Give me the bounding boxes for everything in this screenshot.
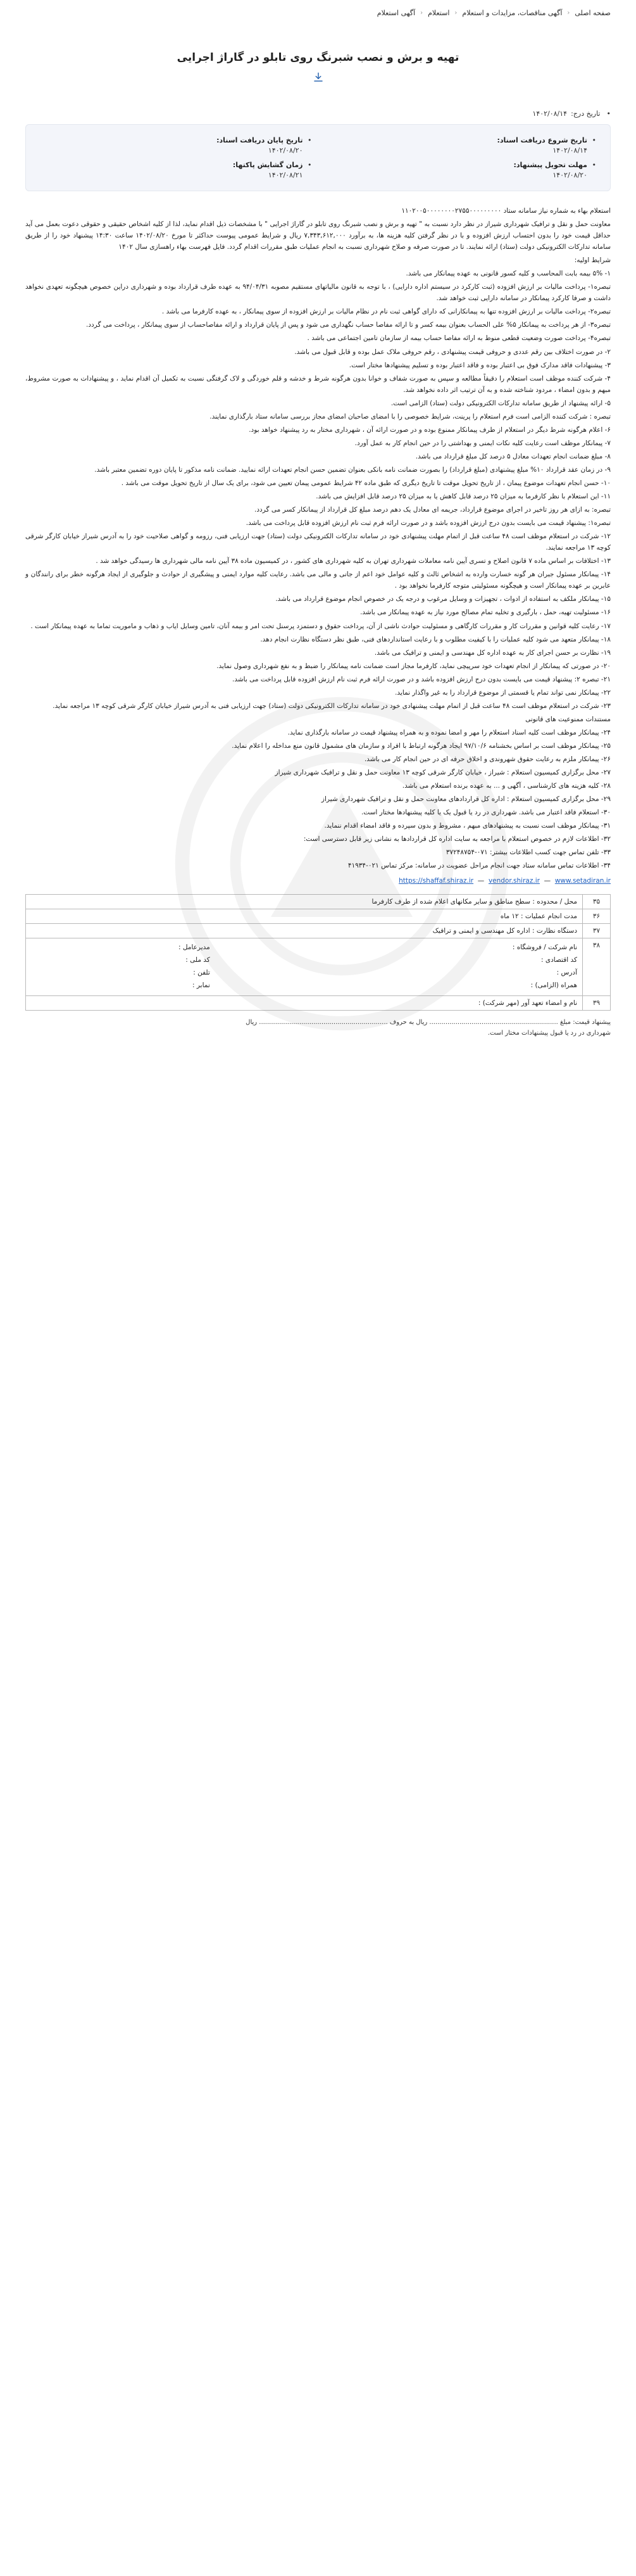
receive-start-value: ۱۴۰۲/۰۸/۱۴ [552,146,587,155]
link-shaffaf[interactable]: https://shaffaf.shiraz.ir [399,877,474,885]
signature-label: نام و امضاء تعهد آور (مهر شرکت) : [478,999,577,1007]
notice-paragraph: ۳- پیشنهادات فاقد مدارک فوق بی اعتبار بوده و فاقد اعتبار بوده و تسلیم پیشنهادها مختار است. [349,361,611,369]
receive-start-label: تاریخ شروع دریافت اسناد: [497,136,587,144]
breadcrumb-inquiries[interactable]: استعلام [428,9,450,17]
notice-paragraph: استعلام بهاء به شماره نیاز سامانه ستاد ۱۱۰۲۰۰۵۰۰۰۰۰۰۰۰۲۷۵۵۰۰۰۰۰۰۰۰۰ [401,207,611,215]
notice-paragraph: ۱۷- رعایت کلیه قوانین و مقررات کار و مقررات کارگاهی و مسئولیت حوادث ناشی از آن، پرداخت حقوق و دستمزد پرسنل تحت امر و بیمه آنان، تامین وسایل ایاب و ذهاب و ماموریت تماما به عهده پیمانکار است . [30,622,611,630]
links-line: https://shaffaf.shiraz.ir — vendor.shiraz.ir — www.setadiran.ir [399,877,611,885]
table-cell [26,909,583,924]
notice-paragraph: ۲۲- پیمانکار نمی تواند تمام یا قسمتی از موضوع قرارداد را به غیر واگذار نماید. [395,688,611,697]
insert-date [25,110,611,118]
link-vendor[interactable]: vendor.shiraz.ir [488,877,540,885]
table-row [26,996,611,1011]
chevron-left-icon: ‹ [454,9,458,16]
links-block [25,875,611,887]
deadline [325,161,597,179]
notice-paragraph: ۱۶- مسئولیت تهیه، حمل ، بارگیری و تخلیه تمام مصالح مورد نیاز به عهده پیمانکار می باشد. [360,609,611,617]
row-value: ۱۲ ماه [500,912,519,921]
table-cell [26,895,583,909]
notice-paragraph: تبصره : شرکت کننده الزامی است فرم استعلام را پرینت، شرایط خصوصی را با امضای صاحبان امضای مجاز بررسی سامانه ستاد بارگذاری نمایند. [209,412,611,420]
receive-end [40,136,312,155]
deadline-label: مهلت تحویل پیشنهاد: [513,161,587,169]
economic-code-label: کد اقتصادی : [540,956,577,964]
opening-label: زمان گشایش پاکتها: [232,161,303,169]
notice-paragraph: تبصره۴- پرداخت صورت وضعیت قطعی منوط به ارائه مفاصا حساب بیمه از سازمان تامین اجتماعی می باشد . [307,334,611,343]
breadcrumb-current: آگهی استعلام [377,9,416,17]
row-number: ۳۵ [583,895,611,909]
row-label: مدت انجام عملیات : [521,912,577,921]
table-row [26,909,611,924]
notice-paragraph: ۱۱- این استعلام با نظر کارفرما به میزان ۲۵ درصد قابل کاهش یا به میزان ۲۵ درصد قابل افزایش می باشد. [316,493,611,501]
contact-table [31,942,577,992]
notice-paragraph: ۳۲- اطلاعات لازم در خصوص استعلام با مراجعه به سایت اداره کل قراردادها به نشانی زیر قابل دسترسی است: [303,835,611,843]
fax-label: نمابر : [192,982,210,990]
table-row [26,895,611,909]
content-wrapper [25,205,611,887]
notice-paragraph: ۱۵- پیمانکار ملکف به استفاده از ادوات ، تجهیزات و وسایل مرغوب و درجه یک در خصوص انجام موضوع قرارداد می باشد. [275,595,611,603]
bullet-icon: • [592,136,596,144]
notice-paragraph: ۴- شرکت کننده موظف است استعلام را دقیقاً مطالعه و سپس به صورت شفاف و خوانا بدون هرگونه شرط و خدشه و قلم خوردگی و لاک گرفتگی نسبت به تکمیل آن اقدام نماید ، و پیشنهادات به صورت مشروط، مبهم و بدون امضاء ، مردود شناخته شده و به آن ترتیب اثر داده نخواهد شد. [25,374,611,394]
bullet-icon: • [592,161,596,169]
disclaimer-line: شهرداری در رد یا قبول پیشنهادات مختار است. [487,1030,611,1037]
notice-paragraph: ۲۳- شرکت در استعلام موظف است ۴۸ ساعت قبل از اتمام مهلت پیشنهادی خود در سامانه تدارکات الکترونیکی دولت (ستاد) جهت ارزیابی فنی به آدرس شیراز خیابان کارگر شرقی کوچه ۱۳ مراجعه نماید. [53,702,611,710]
notice-paragraph: ۲۵- پیمانکار موظف است بر اساس بخشنامه ۹۷/۱۰/۶ ایجاد هرگونه ارتباط با افراد و سازمان های مشمول قانون منع مداخله را اعلام نماید. [232,742,611,750]
breadcrumb-notices[interactable]: آگهی مناقصات، مزایدات و استعلام [462,9,563,17]
row-label: محل / محدوده : [532,898,577,906]
notice-paragraph: ۱۲- شرکت در استعلام موظف است ۴۸ ساعت قبل از اتمام مهلت پیشنهادی خود در سامانه تدارکات الکترونیکی دولت (ستاد) جهت ارزیابی فنی، رزومه و گواهی صلاحیت خود را به آدرس شیراز خیابان کارگر شرقی کوچه ۱۳ مراجعه نمایند. [25,533,611,552]
row-value: سطح مناطق و سایر مکانهای اعلام شده از طرف کارفرما [371,898,531,906]
company-name-label: نام شرکت / فروشگاه : [512,944,577,952]
notice-paragraph: تبصره۳- از هر پرداخت به پیمانکار ۵% علی الحساب بعنوان بیمه کسر و تا ارائه مفاصا حساب نگهداری می شود و پس از پایان قرارداد و ارائه مفاصاحساب از سوی پیمانکار ، پرداخت می گردد. [85,321,611,329]
inquiry-table [25,894,611,1011]
notice-paragraph: ۶- اعلام هرگونه شرط دیگر در استعلام از طرف پیمانکار ممنوع بوده و در صورت ارائه آن ، شهرداری مختار به رد پیشنهاد خواهد بود. [249,426,611,434]
page [0,0,636,1058]
notice-paragraph: ۱۳- اختلافات بر اساس ماده ۷ قانون اصلاح و تسری آیین نامه معاملات شهرداری تهران به کلیه شهرداری های کشور ، در کمیسیون ماده ۳۸ آیین نامه مالی شهرداری ها رسیدگی خواهد شد . [96,557,611,565]
notice-paragraph: تبصره۱: پیشنهاد قیمت می بایست بدون درج ارزش افزوده باشد و در صورت ارائه فرم ثبت نام ارزش افزوده قابل پرداخت می باشد. [246,519,611,527]
manager-label: مدیرعامل : [178,944,210,952]
notice-paragraph: تبصره: به ازای هر روز تاخیر در اجرای موضوع قرارداد، جریمه ای معادل یک دهم درصد مبلغ کل قرارداد از پیمانکار کسر می گردد. [254,506,611,514]
opening [40,161,312,179]
chevron-left-icon: ‹ [420,9,423,16]
notice-paragraph: ۱- ۵% بیمه بابت المحاسب و کلیه کسور قانونی به عهده پیمانکار می باشد. [406,270,611,278]
breadcrumb-home[interactable]: صفحه اصلی [575,9,611,17]
bullet-icon: • [308,161,312,169]
link-setadiran[interactable]: www.setadiran.ir [554,877,611,885]
notice-paragraph: ۲۷- محل برگزاری کمیسیون استعلام : شیراز ، خیابان کارگر شرقی کوچه ۱۳ معاونت حمل و نقل و ترافیک شهرداری شیراز [275,769,611,777]
row-number: ۳۶ [583,909,611,924]
national-code-label: کد ملی : [185,956,210,964]
notice-paragraph: ۳۰- استعلام فاقد اعتبار می باشد. شهرداری در رد یا قبول یک یا کلیه پیشنهادها مختار است. [361,809,611,817]
bullet-icon: • [606,110,611,118]
notice-paragraph: ۲۸- کلیه هزینه های کارشناسی ، آگهی و ... به عهده برنده استعلام می باشد. [402,782,611,790]
row-label: دستگاه نظارت : [532,927,577,935]
notice-paragraph: ۱۴- پیمانکار مسئول جبران هر گونه خسارت وارده به اشخاص ثالث و کلیه عوامل خود اعم از جانی و مالی می باشد. رعایت کلیه موارد ایمنی و پیشگیری از حوادث و جلوگیری از ایجاد هرگونه خطر برای رانندگان و عابرین بر عهده پیمانکار است و هیچگونه مسئولیتی متوجه کارفرما نخواهد بود . [25,571,611,590]
notice-paragraph: ۲- در صورت اختلاف بین رقم عددی و حروفی قیمت پیشنهادی ، رقم حروفی ملاک عمل بوده و قابل قبول می باشد. [294,348,611,356]
opening-value: ۱۴۰۲/۰۸/۲۱ [268,171,303,179]
info-box [25,124,611,191]
insert-date-value: ۱۴۰۲/۰۸/۱۴ [532,110,568,118]
breadcrumb [25,0,611,26]
notice-paragraph: تبصره۲- پرداخت مالیات بر ارزش افزوده تنها به پیمانکارانی که دارای گواهی ثبت نام در نظام مالیات بر ارزش افزوده از سوی پیمانکار ، به عهده کارفرما می باشد . [161,308,611,316]
notice-paragraph: شرایط اولیه: [574,256,611,265]
signature-cell [26,996,583,1011]
notice-paragraph: معاونت حمل و نقل و ترافیک شهرداری شیراز در نظر دارد نسبت به " تهیه و برش و نصب شبرنگ روی تابلو در گاراژ اجرایی " با مشخصات ذیل اقدام نماید، لذا از کلیه اشخاص حقیقی و حقوقی دعوت بعمل می آید حداقل قیمت خود را بدون احتساب ارزش افزوده و با در نظر گرفتن کلیه هزینه ها، به برآورد ۷,۳۴۳,۶۱۲,۰۰۰ ریال و شرایط عمومی پیوست حداکثر تا مورخ ۱۴۰۲/۰۸/۲۰ ساعت ۱۴:۳۰ پیشنهاد خود را از طریق سامانه تدارکات الکترونیکی دولت (ستاد) ارائه نمایند. تا در صورت صرفه و صلاح شهرداری نسبت به انجام عملیات طبق مقررات اقدام گردد. فایل فهرست بهاء راهسازی سال ۱۴۰۲ [25,220,611,251]
notice-paragraph: ۲۰- در صورتی که پیمانکار از انجام تعهدات خود سرپیچی نماید، کارفرما مجاز است ضمانت نامه پیمانکار را ضبط و به نفع شهرداری وصول نماید. [216,662,611,670]
row-number: ۳۹ [583,996,611,1011]
mobile-label: همراه (الزامی) : [530,982,577,990]
notice-paragraph: ۲۹- محل برگزاری کمیسیون استعلام : اداره کل قراردادهای معاونت حمل و نقل و ترافیک شهرداری شیراز [321,795,611,804]
footer-note [25,1017,611,1039]
table-row [26,938,611,996]
notice-paragraph: ۸- مبلغ ضمانت انجام تعهدات معادل ۵ درصد کل مبلغ قرارداد می باشد. [415,452,611,460]
phone-label: تلفن : [193,969,210,977]
notice-paragraph: مستندات ممنوعیت های قانونی [525,715,611,723]
receive-end-value: ۱۴۰۲/۰۸/۲۰ [268,146,303,155]
notice-paragraph: ۳۳- تلفن تماس جهت کسب اطلاعات بیشتر: ۰۷۱-۳۷۲۴۸۷۵۴ [446,849,611,857]
notice-paragraph: ۲۱- تبصره ۲: پیشنهاد قیمت می بایست بدون درج ارزش افزوده باشد و در صورت ارائه فرم ثبت نام ارزش افزوده قابل پرداخت می باشد. [232,675,611,683]
notice-paragraph: ۷- پیمانکار موظف است رعایت کلیه نکات ایمنی و بهداشتی را در حین انجام کار به عمل آورد. [354,439,611,447]
table-cell [26,924,583,938]
title-area [25,26,611,97]
table-cell [26,938,583,996]
notice-paragraph: تبصره۱- پرداخت مالیات بر ارزش افزوده (ثبت کارکرد در سیستم اداره دارایی) ، با توجه به قانون مالیاتهای مستقیم مصوبه ۹۴/۰۴/۳۱ به عهده طرف قرارداد بوده و شهرداری دراین خصوص هیچگونه تعهدی نخواهد داشت و صرفا کارکرد پیمانکار در سامانه دارایی ثبت خواهد شد. [25,283,611,303]
notice-paragraph: ۲۶- پیمانکار ملزم به رعایت حقوق شهروندی و اخلاق حرفه ای در حین انجام کار می باشد. [364,755,611,763]
row-value: اداره کل مهندسی و ایمنی و ترافیک [432,927,530,935]
notice-paragraph: ۱۰- حسن انجام تعهدات موضوع پیمان ، از تاریخ تحویل موقت تا تاریخ دیگری که طبق ماده ۴۲ شرایط عمومی پیمان تعیین می شود، برای یک سال از تاریخ تحویل موقت می باشد . [121,479,611,487]
deadline-value: ۱۴۰۲/۰۸/۲۰ [552,171,587,179]
receive-end-label: تاریخ پایان دریافت اسناد: [216,136,303,144]
row-number: ۳۸ [583,938,611,996]
notice-body [25,205,611,871]
address-label: آدرس : [556,969,577,977]
notice-paragraph: ۳۱- پیمانکار موظف است نسبت به پیشنهادهای مبهم ، مشروط و بدون سپرده و فاقد امضاء اقدام ننماید. [324,822,611,830]
table-row [26,924,611,938]
page-title: تهیه و برش و نصب شبرنگ روی تابلو در گاراژ اجرایی [177,51,459,64]
notice-paragraph: ۱۸- پیمانکار متعهد می شود کلیه عملیات را با کیفیت مطلوب و با رعایت استانداردهای فنی، طبق نظر دستگاه نظارت انجام دهد. [260,635,611,643]
bullet-icon: • [308,136,312,144]
notice-paragraph: ۳۴- اطلاعات تماس سامانه ستاد جهت انجام مراحل عضویت در سامانه: مرکز تماس ۰۲۱-۴۱۹۳۴ [347,862,611,870]
chevron-left-icon: ‹ [567,9,570,16]
download-icon[interactable] [313,72,324,85]
row-number: ۳۷ [583,924,611,938]
notice-paragraph: ۲۴- پیمانکار موظف است کلیه اسناد استعلام را مهر و امضا نموده و به همراه پیشنهاد قیمت در سامانه بارگذاری نماید. [287,728,611,736]
notice-paragraph: ۹- در زمان عقد قرارداد ۱۰% مبلغ پیشنهادی (مبلغ قرارداد) را بصورت ضمانت نامه بانکی بعنوان تضمین حسن انجام تعهدات ارائه نمایید. ضمانت نامه مذکور تا پایان دوره تضمین معتبر باشد. [94,465,611,474]
notice-paragraph: ۵- ارائه پیشنهاد از طریق سامانه تدارکات الکترونیکی دولت (ستاد) الزامی است. [390,399,611,407]
notice-paragraph: ۱۹- نظارت بر حسن اجرای کار به عهده اداره کل مهندسی و ایمنی و ترافیک می باشد. [374,648,611,657]
insert-date-label: تاریخ درج: [571,110,601,118]
receive-start [325,136,597,155]
price-line: پیشنهاد قیمت: مبلغ ................................................................ ریال به حروف ................................................................ ریال [246,1019,611,1026]
